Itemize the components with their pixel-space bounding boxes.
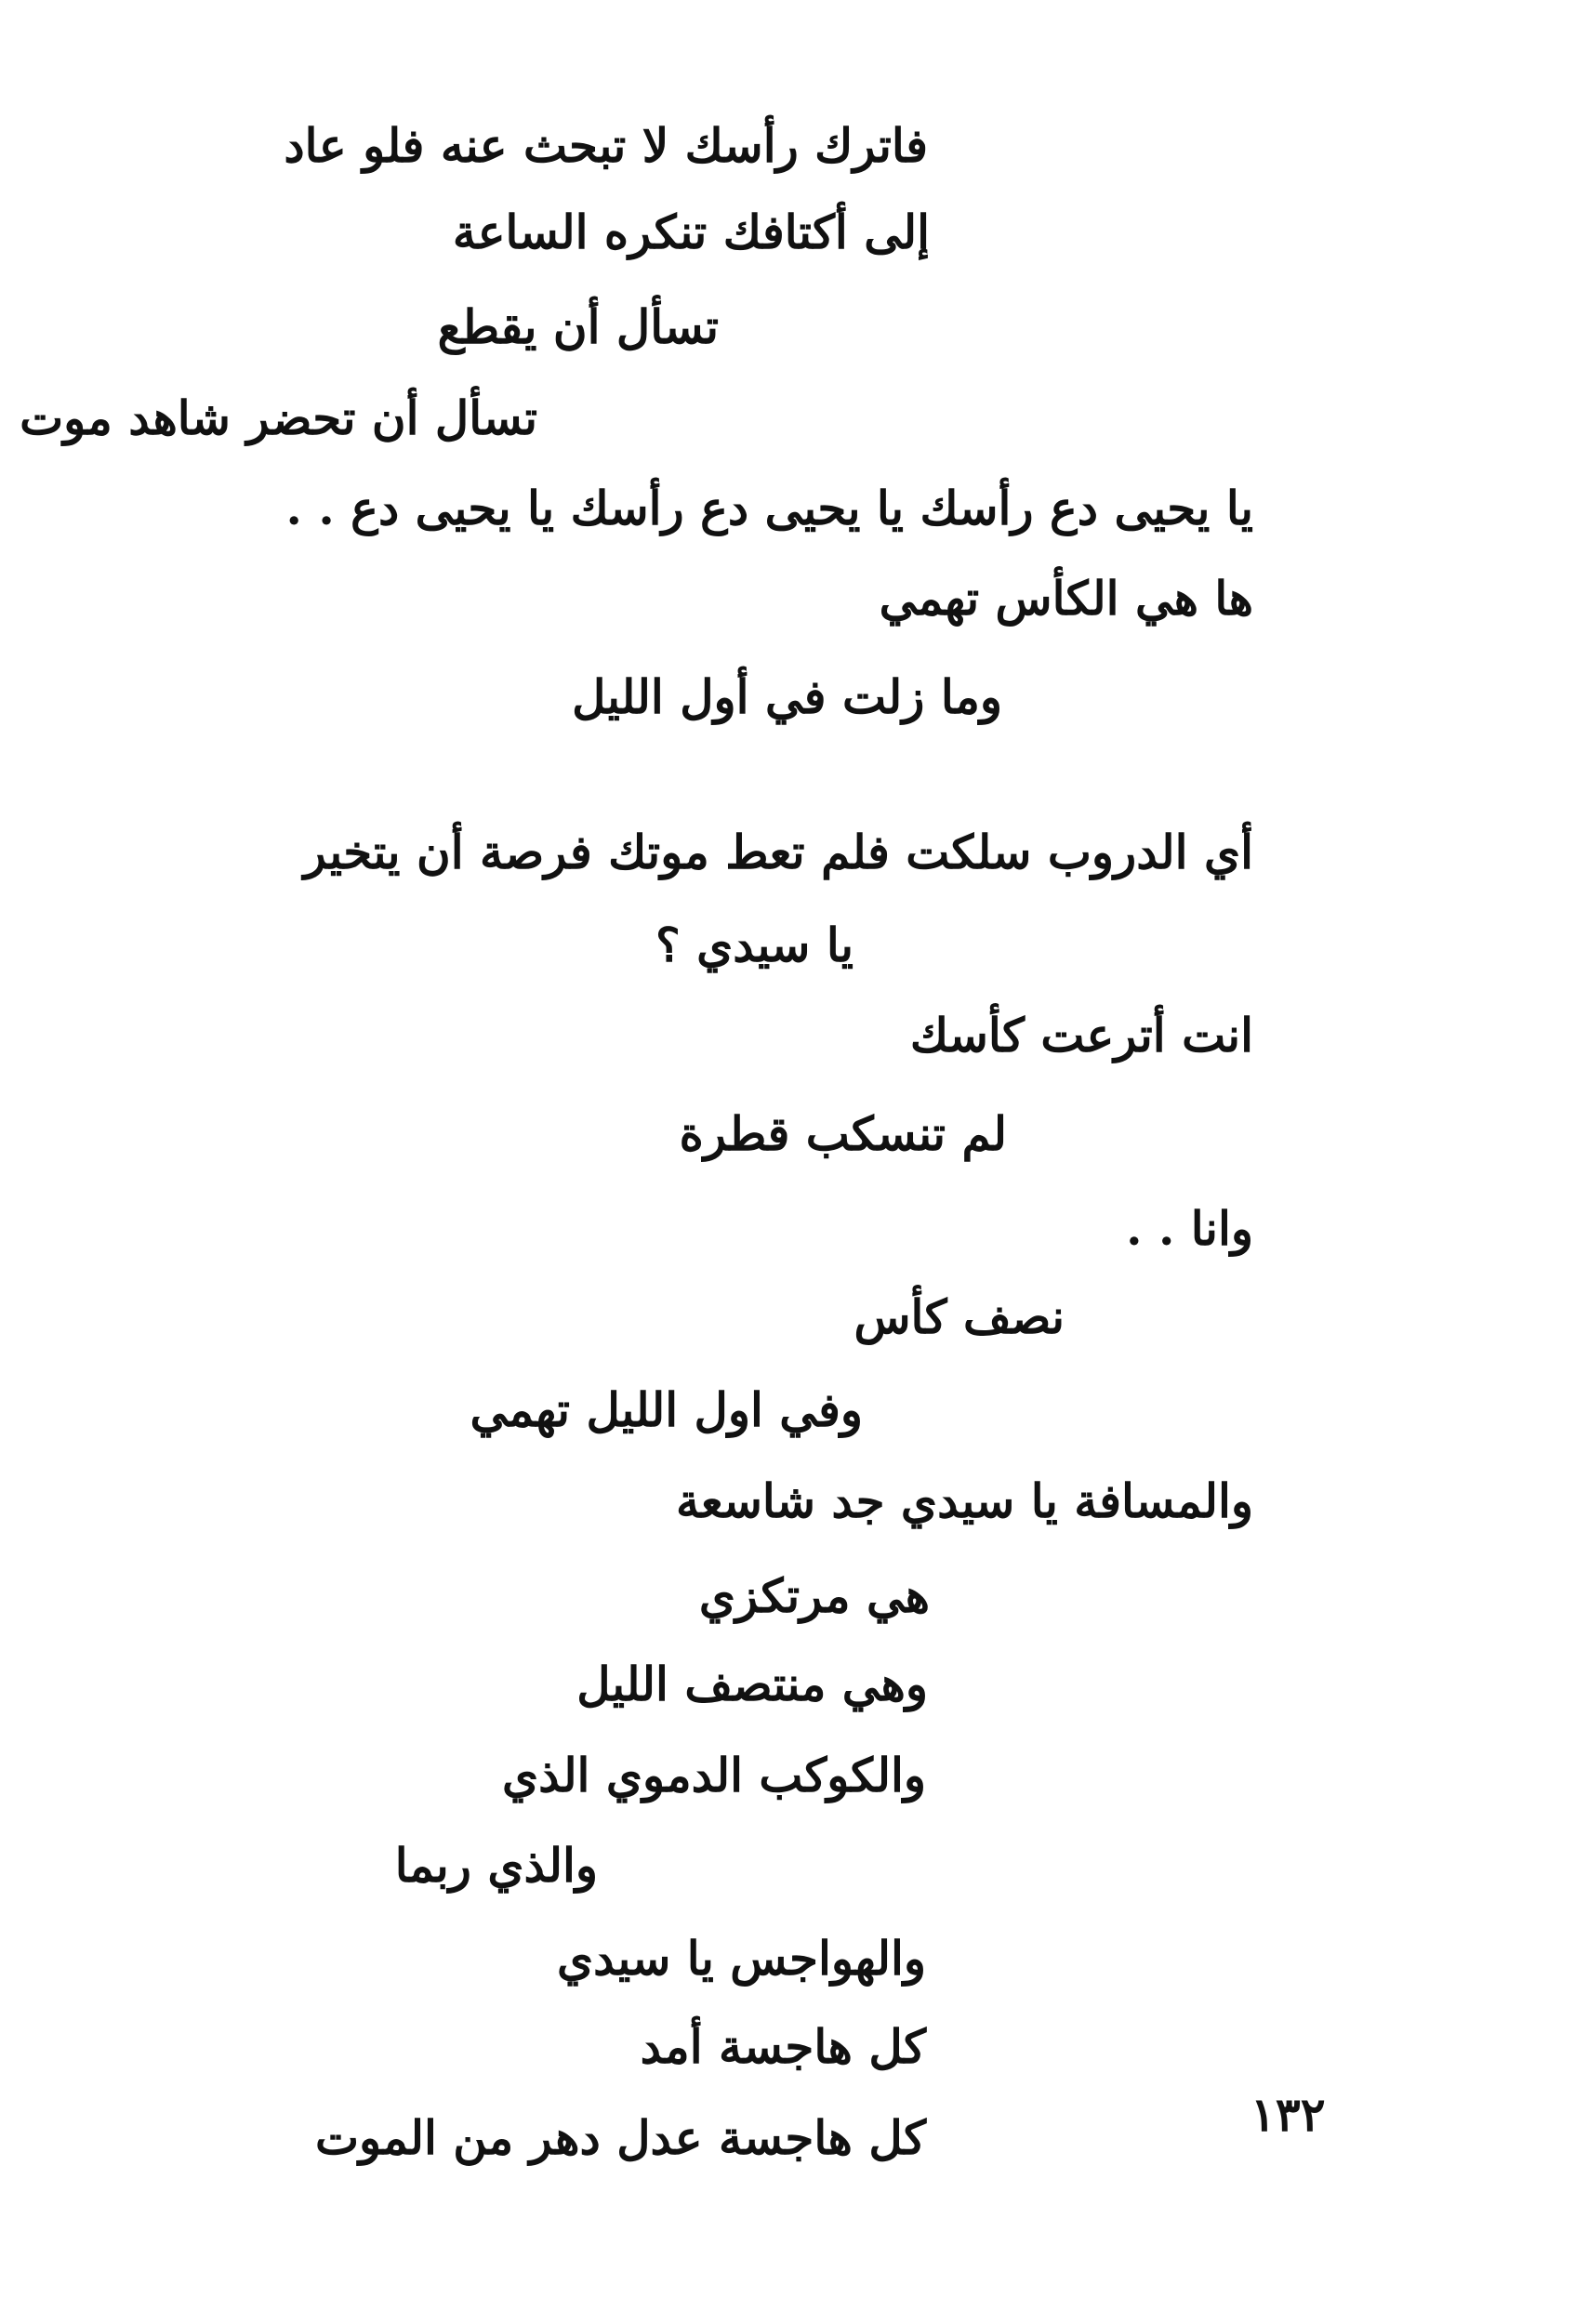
poem-line: وهي منتصف الليل [576, 1657, 928, 1711]
poem-line: وفي اول الليل تهمي [470, 1382, 863, 1437]
poem-line: تسأل أن تحضر شاهد موت [20, 390, 537, 445]
poem-line: يا يحيى دع رأسك يا يحيى دع رأسك يا يحيى دع . . [285, 481, 1253, 535]
poem-line: هي مرتكزي [698, 1568, 930, 1623]
poem-line: والمسافة يا سيدي جد شاسعة [676, 1473, 1253, 1528]
poem-line: لم تنسكب قطرة [679, 1106, 1007, 1161]
poem-line: نصف كأس [854, 1289, 1065, 1344]
poem-line: كل هاجسة أمد [640, 2019, 926, 2074]
poem-line: يا سيدي ؟ [655, 918, 854, 972]
poem-line: كل هاجسة عدل دهر من الموت [314, 2110, 926, 2165]
poem-line: والكوكب الدموي الذي [501, 1748, 926, 1802]
poem-line: انت أترعت كأسك [909, 1008, 1253, 1063]
poem-line: أي الدروب سلكت فلم تعط موتك فرصة أن يتخير [303, 825, 1253, 879]
poem-line: إلى أكتافك تنكره الساعة [452, 205, 930, 259]
poem-line: وانا . . [1126, 1201, 1253, 1256]
poem-line: والهواجس يا سيدي [556, 1931, 926, 1986]
poem-line: فاترك رأسك لا تبحث عنه فلو عاد [284, 118, 928, 173]
poem-line: تسأل أن يقطع [437, 299, 719, 354]
page-number: ١٣٢ [1251, 2087, 1326, 2142]
poem-line: ها هي الكأس تهمي [879, 571, 1253, 626]
poem-line: وما زلت في أول الليل [572, 669, 1002, 724]
poem-line: والذي ربما [394, 1838, 598, 1893]
